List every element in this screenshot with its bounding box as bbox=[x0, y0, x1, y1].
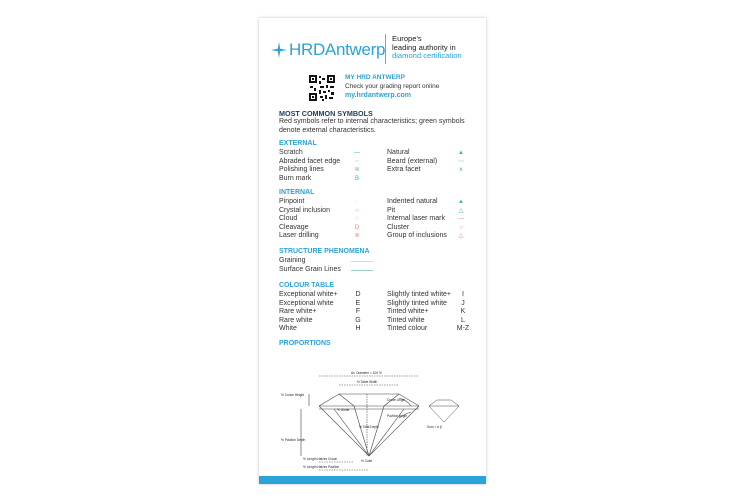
polishing-lines-symbol-icon: ≋ bbox=[354, 167, 360, 173]
list-item: Burn mark bbox=[279, 174, 312, 182]
list-item: Tinted white+ bbox=[387, 308, 429, 315]
my-hrd-text: Check your grading report online bbox=[345, 83, 440, 90]
indented-natural-symbol-icon: ▲ bbox=[458, 199, 464, 205]
sum-label: Sum = α β bbox=[427, 425, 442, 429]
colour-grade: H bbox=[355, 325, 361, 332]
list-item: Pit bbox=[387, 206, 396, 214]
crown-angle-label: Crown Angle bbox=[387, 398, 406, 402]
footer-accent-bar bbox=[259, 476, 486, 484]
internal-heading: INTERNAL bbox=[279, 189, 315, 196]
my-hrd-block bbox=[345, 73, 439, 100]
total-depth-label: % Total Depth bbox=[359, 425, 379, 429]
list-item: Cluster bbox=[387, 223, 410, 231]
pinpoint-symbol-icon: · bbox=[356, 199, 358, 205]
colour-grade: M-Z bbox=[456, 325, 470, 332]
list-item: Cloud bbox=[279, 215, 298, 222]
list-item: Beard (external) bbox=[387, 157, 438, 165]
surface-grain-symbol-icon bbox=[351, 270, 373, 271]
list-item: Group of inclusions bbox=[387, 232, 447, 239]
list-item: Exceptional white+ bbox=[279, 291, 338, 298]
grading-card bbox=[259, 18, 486, 484]
my-hrd-url[interactable]: my.hrdantwerp.com bbox=[345, 92, 411, 99]
abraded-edge-symbol-icon: ┈ bbox=[355, 158, 359, 165]
diamond-proportions-diagram bbox=[279, 366, 479, 474]
pavilion-angle-label: Pavilion Angle bbox=[387, 414, 408, 418]
symbols-heading: MOST COMMON SYMBOLS bbox=[279, 109, 373, 118]
list-item: Extra facet bbox=[387, 166, 421, 173]
my-hrd-title: MY HRD ANTWERP bbox=[345, 74, 405, 81]
beard-symbol-icon: ⋯ bbox=[458, 158, 464, 165]
brand-divider bbox=[385, 34, 386, 64]
symbols-intro: Red symbols refer to internal characteristics; green symbols denote external characteristics. bbox=[279, 118, 465, 134]
colour-grade: D bbox=[355, 291, 361, 298]
group-inclusions-symbol-icon: △ bbox=[458, 233, 464, 239]
natural-symbol-icon: ▲ bbox=[458, 150, 464, 156]
crystal-symbol-icon: ○ bbox=[355, 207, 359, 214]
graining-symbol-icon bbox=[351, 261, 373, 262]
burn-mark-symbol-icon: B bbox=[354, 175, 359, 182]
colour-grade: K bbox=[460, 308, 466, 315]
laser-mark-symbol-icon: — bbox=[458, 216, 464, 222]
list-item: Tinted colour bbox=[387, 325, 428, 332]
colour-grade: G bbox=[355, 316, 361, 324]
brand-tagline bbox=[392, 35, 462, 61]
tagline-line: leading authority in bbox=[392, 42, 456, 52]
culet-label: % Culet bbox=[361, 459, 373, 463]
external-heading: EXTERNAL bbox=[279, 140, 317, 147]
list-item: Slightly tinted white+ bbox=[387, 291, 452, 298]
list-item: Exceptional white bbox=[279, 299, 334, 307]
colour-grade: E bbox=[355, 299, 361, 307]
list-item: Laser drilling bbox=[279, 232, 319, 239]
list-item: Pinpoint bbox=[279, 198, 305, 205]
brand-logo bbox=[271, 40, 385, 60]
star-icon bbox=[271, 42, 287, 58]
pit-symbol-icon: △ bbox=[458, 207, 464, 214]
cleavage-symbol-icon: D bbox=[354, 224, 360, 231]
colour-grade: L bbox=[461, 316, 465, 324]
list-item: Cleavage bbox=[279, 223, 309, 231]
list-item: Abraded facet edge bbox=[279, 157, 341, 165]
list-item: Tinted white bbox=[387, 316, 425, 324]
laser-drilling-symbol-icon: ⊚ bbox=[354, 233, 360, 239]
proportions-heading: PROPORTIONS bbox=[279, 340, 331, 347]
list-item: Crystal inclusion bbox=[279, 206, 330, 214]
list-item: Slightly tinted white bbox=[387, 299, 447, 307]
list-item: White bbox=[279, 325, 297, 332]
table-label: % Table Width bbox=[357, 380, 378, 384]
extra-facet-symbol-icon: ∧ bbox=[458, 167, 464, 173]
scratch-symbol-icon: — bbox=[354, 150, 360, 156]
structure-heading: STRUCTURE PHENOMENA bbox=[279, 248, 370, 255]
length-halves-pavilion-label: % Length Halves Pavilion bbox=[303, 465, 340, 469]
list-item: Surface Grain Lines bbox=[279, 265, 341, 273]
colour-grade: I bbox=[462, 291, 464, 298]
pavilion-depth-label: % Pavilion Depth bbox=[281, 438, 306, 442]
cloud-symbol-icon: ◌ bbox=[355, 216, 359, 222]
tagline-line: diamond certification bbox=[392, 51, 462, 61]
crown-height-label: % Crown Height bbox=[281, 393, 305, 397]
length-halves-crown-label: % Length Halves Crown bbox=[303, 457, 338, 461]
list-item: Natural bbox=[387, 149, 410, 156]
colour-grade: J bbox=[461, 299, 465, 307]
list-item: Rare white+ bbox=[279, 308, 317, 315]
list-item: Indented natural bbox=[387, 198, 438, 205]
brand-name: HRDAntwerp bbox=[289, 40, 386, 59]
list-item: Scratch bbox=[279, 149, 303, 156]
girdle-label: % Girdle bbox=[337, 408, 350, 412]
diamond-side-icon bbox=[429, 400, 459, 422]
list-item: Polishing lines bbox=[279, 166, 324, 173]
colour-grade: F bbox=[355, 308, 361, 315]
cluster-symbol-icon: ○ bbox=[459, 224, 463, 231]
tagline-line: Europe's bbox=[392, 34, 422, 43]
colour-heading: COLOUR TABLE bbox=[279, 282, 335, 289]
qr-code-icon[interactable] bbox=[308, 74, 336, 102]
diameter-label: Av. Diameter = 100 % bbox=[351, 371, 382, 375]
list-item: Internal laser mark bbox=[387, 215, 445, 222]
list-item: Rare white bbox=[279, 316, 313, 324]
list-item: Graining bbox=[279, 257, 306, 264]
